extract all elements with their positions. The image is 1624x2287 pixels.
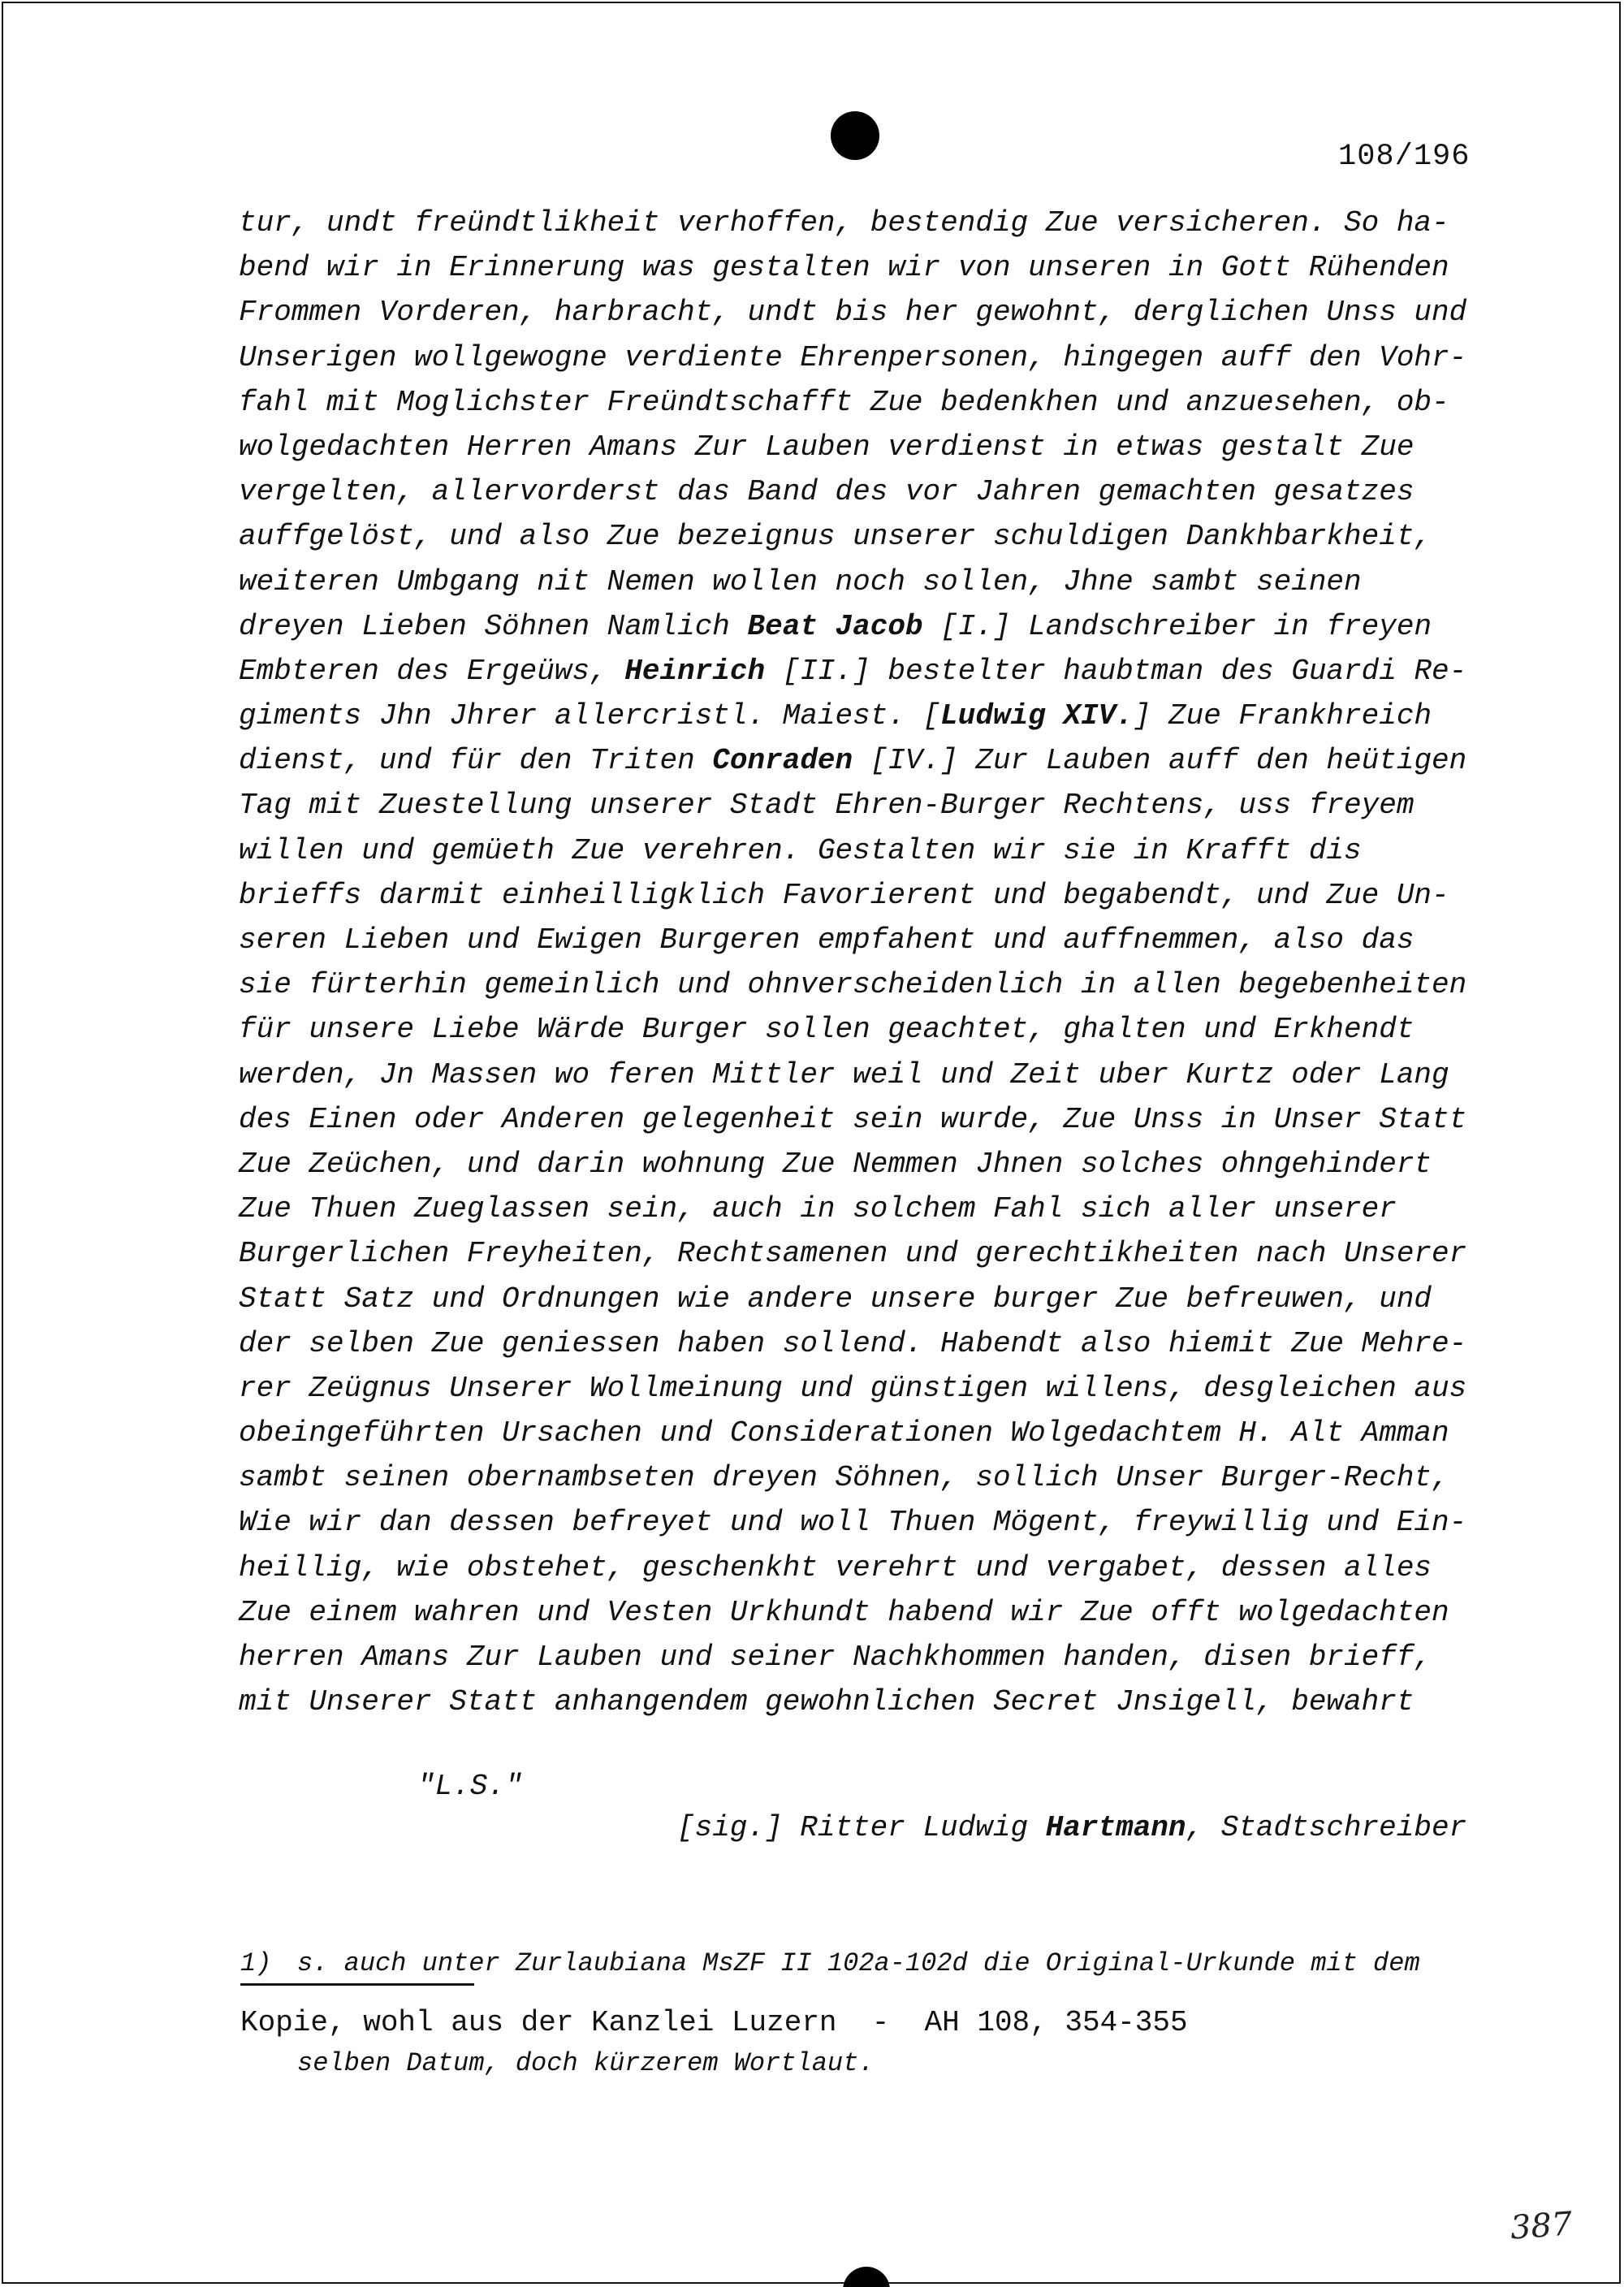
text-line: für unsere Liebe Wärde Burger sollen geachtet, ghalten und Erkhendt: [239, 1013, 1415, 1047]
footnote-line-2: [240, 2047, 1420, 2080]
text-line: des Einen oder Anderen gelegenheit sein wurde, Zue Unss in Unser Statt: [239, 1102, 1467, 1136]
text-line: Zue Thuen Zueglassen sein, auch in solchem Fahl sich aller unserer: [239, 1192, 1397, 1226]
page-number: 108/196: [1338, 140, 1471, 174]
handwritten-archive-number: 387: [1509, 2205, 1574, 2247]
footnote-text: s. auch unter Zurlaubiana MsZF II 102a-102d die Original-Urkunde mit dem: [297, 1948, 1420, 1978]
text-line: vergelten, allervorderst das Band des vor Jahren gemachten gesatzes: [239, 475, 1415, 509]
text-segment: giments Jhn Jhrer allercristl. Maiest. [: [239, 699, 941, 733]
text-line: sie fürterhin gemeinlich und ohnverscheidenlich in allen begebenheiten: [239, 968, 1467, 1002]
text-line: Tag mit Zuestellung unserer Stadt Ehren-Burger Rechtens, uss freyem: [239, 789, 1415, 823]
name-beat-jacob: Beat Jacob: [747, 609, 923, 643]
text-segment: [IV.] Zur Lauben auff den heütigen: [853, 744, 1467, 778]
source-reference: Kopie, wohl aus der Kanzlei Luzern - AH 108, 354-355: [240, 2006, 1188, 2039]
text-line: mit Unserer Statt anhangendem gewohnlichen Secret Jnsigell, bewahrt: [239, 1685, 1415, 1719]
text-line: [239, 694, 1481, 738]
signature-prefix: [sig.] Ritter Ludwig: [677, 1811, 1046, 1844]
document-body: [239, 201, 1481, 1724]
text-line: Zue einem wahren und Vesten Urkhundt habend wir Zue offt wolgedachten: [239, 1595, 1449, 1629]
text-line: tur, undt freündtlikheit verhoffen, bestendig Zue versicheren. So ha-: [239, 206, 1449, 240]
text-segment: Embteren des Ergeüws,: [239, 654, 625, 688]
footnote-line-1: [240, 1947, 1420, 1980]
text-line: der selben Zue geniessen haben sollend. Habendt also hiemit Zue Mehre-: [239, 1326, 1467, 1360]
text-line: Wie wir dan dessen befreyet und woll Thuen Mögent, freywillig und Ein-: [239, 1506, 1467, 1540]
text-line: heillig, wie obstehet, geschenkht verehrt und vergabet, dessen alles: [239, 1550, 1432, 1584]
text-line: weiteren Umbgang nit Nemen wollen noch sollen, Jhne sambt seinen: [239, 564, 1362, 599]
signature-suffix: , Stadtschreiber: [1186, 1811, 1467, 1844]
text-line: Unserigen wollgewogne verdiente Ehrenpersonen, hingegen auff den Vohr-: [239, 340, 1467, 374]
text-line: brieffs darmit einheilligklich Favorierent und begabendt, und Zue Un-: [239, 878, 1449, 912]
seal-mark: "L.S.": [417, 1770, 523, 1803]
text-line: auffgelöst, und also Zue bezeignus unserer schuldigen Dankhbarkheit,: [239, 520, 1432, 554]
footnote-text-continued: selben Datum, doch kürzerem Wortlaut.: [297, 2048, 875, 2078]
text-line: willen und gemüeth Zue verehren. Gestalten wir sie in Krafft dis: [239, 833, 1362, 867]
text-line: Frommen Vorderen, harbracht, undt bis her gewohnt, derglichen Unss und: [239, 296, 1467, 330]
punch-hole-top: [831, 111, 879, 160]
text-line: wolgedachten Herren Amans Zur Lauben verdienst in etwas gestalt Zue: [239, 430, 1415, 464]
text-segment: [I.] Landschreiber in freyen: [922, 609, 1432, 643]
text-line: herren Amans Zur Lauben und seiner Nachkhommen handen, disen brieff,: [239, 1641, 1432, 1674]
text-segment: [II.] bestelter haubtman des Guardi Re-: [765, 654, 1467, 688]
name-ludwig-xiv: Ludwig XIV.: [940, 699, 1134, 733]
text-segment: dreyen Lieben Söhnen Namlich: [239, 609, 748, 643]
text-line: [239, 738, 1481, 783]
text-line: [239, 649, 1481, 694]
name-conraden: Conraden: [712, 744, 853, 778]
text-line: seren Lieben und Ewigen Burgeren empfahent und auffnemmen, also das: [239, 923, 1415, 957]
text-line: werden, Jn Massen wo feren Mittler weil und Zeit uber Kurtz oder Lang: [239, 1057, 1449, 1092]
name-heinrich: Heinrich: [624, 654, 766, 688]
signature-line: [677, 1811, 1466, 1844]
text-segment: dienst, und für den Triten: [239, 744, 713, 778]
text-line: Burgerlichen Freyheiten, Rechtsamenen und gerechtikheiten nach Unserer: [239, 1237, 1467, 1271]
signature-surname: Hartmann: [1045, 1811, 1186, 1844]
separator-rule: [240, 1983, 474, 1986]
text-line: fahl mit Moglichster Freündtschafft Zue bedenkhen und anzuesehen, ob-: [239, 385, 1449, 419]
footnote-marker: 1): [240, 1948, 272, 1978]
text-line: rer Zeügnus Unserer Wollmeinung und günstigen willens, desgleichen aus: [239, 1371, 1467, 1405]
text-segment: ] Zue Frankhreich: [1133, 699, 1432, 733]
text-line: [239, 604, 1481, 649]
text-line: obeingeführten Ursachen und Considerationen Wolgedachtem H. Alt Amman: [239, 1416, 1449, 1450]
text-line: Statt Satz und Ordnungen wie andere unsere burger Zue befreuwen, und: [239, 1282, 1432, 1316]
text-line: sambt seinen obernambseten dreyen Söhnen, sollich Unser Burger-Recht,: [239, 1461, 1449, 1495]
text-line: Zue Zeüchen, und darin wohnung Zue Nemmen Jhnen solches ohngehindert: [239, 1147, 1432, 1181]
text-line: bend wir in Erinnerung was gestalten wir von unseren in Gott Rühenden: [239, 251, 1449, 285]
